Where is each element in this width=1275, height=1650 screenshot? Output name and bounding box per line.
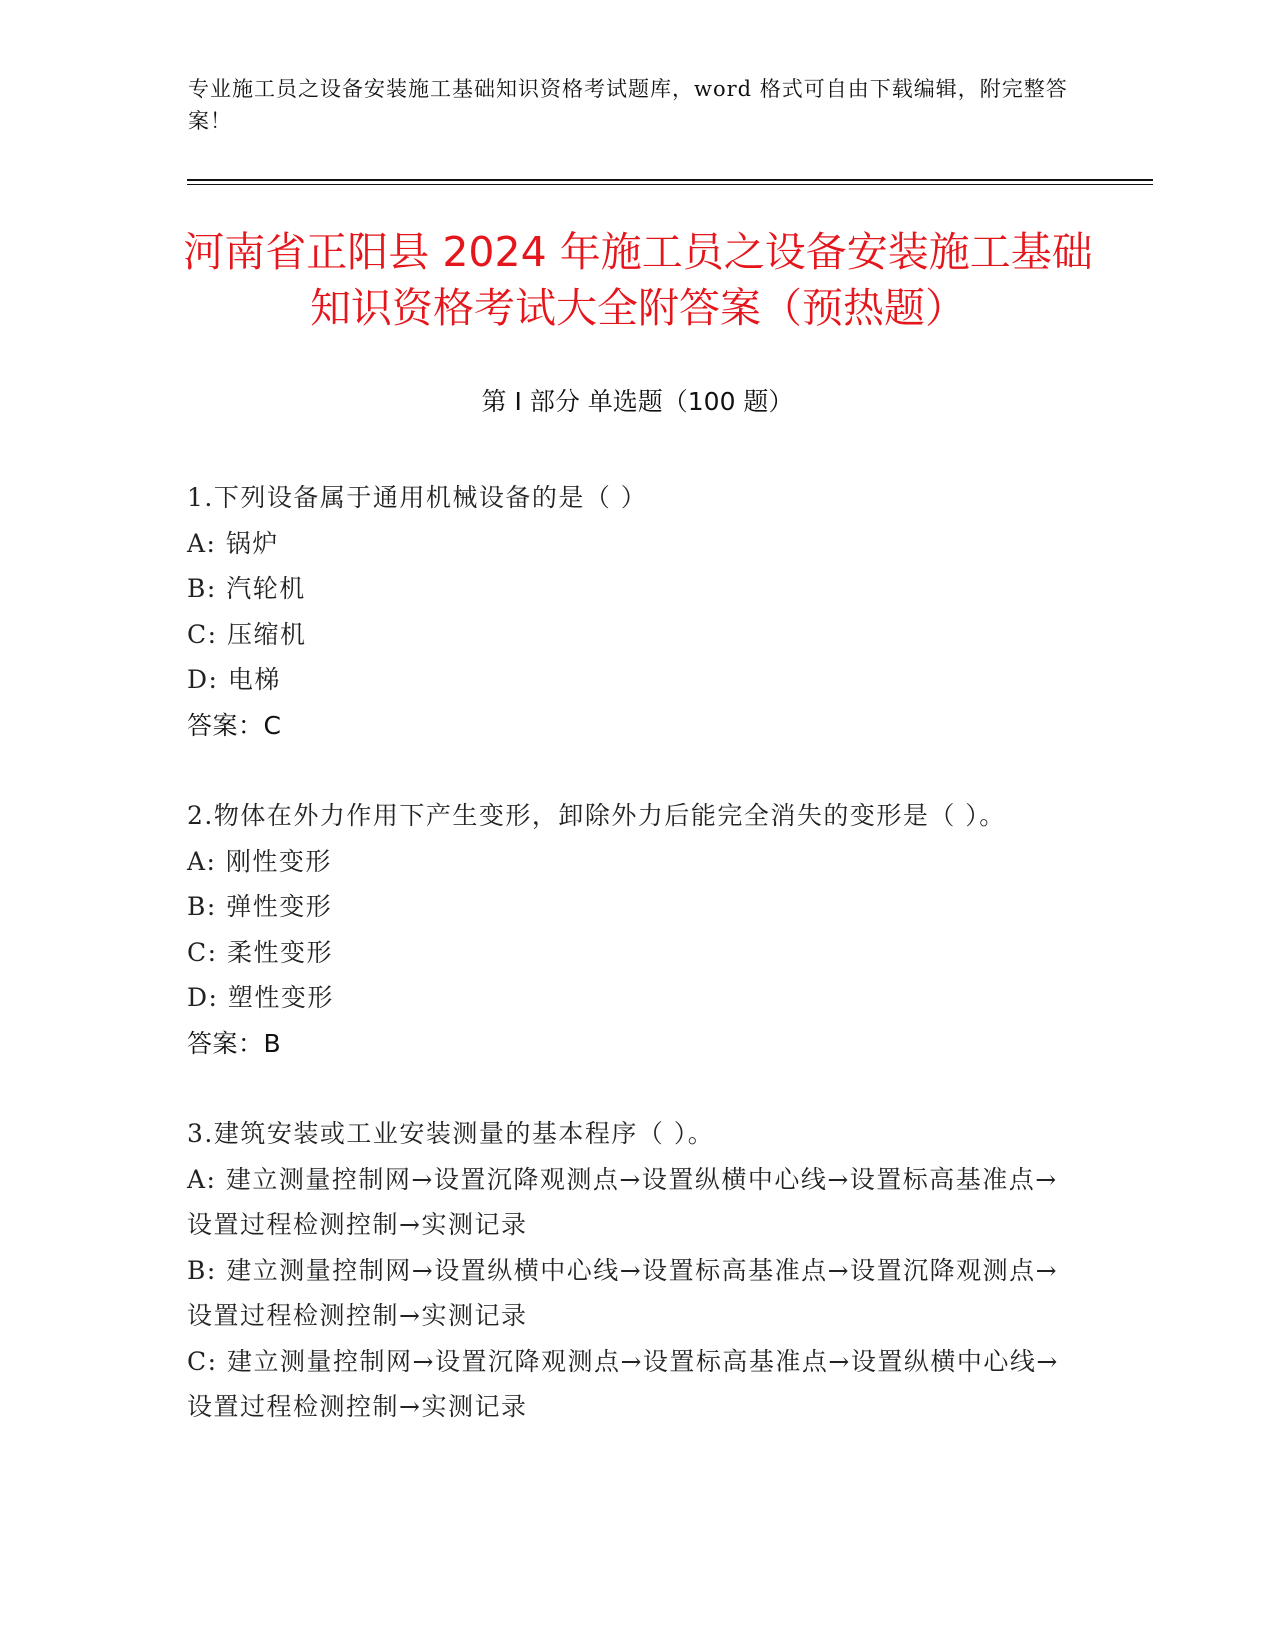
option-c: C: 柔性变形 [187,937,333,967]
question-stem: 1.下列设备属于通用机械设备的是（ ） [187,483,648,512]
option-d: D: 塑性变形 [187,983,334,1012]
question-1 [187,475,1067,748]
option-a: A: 建立测量控制网→设置沉降观测点→设置纵横中心线→设置标高基准点→设置过程检测控制→实测记录 [187,1164,1058,1239]
answer: 答案：B [187,1028,282,1058]
option-b: B: 建立测量控制网→设置纵横中心线→设置标高基准点→设置沉降观测点→设置过程检测控制→实测记录 [187,1255,1059,1330]
section-title: 第 I 部分 单选题（100 题） [481,387,794,416]
option-b: B: 汽轮机 [187,574,306,603]
header-rule-thick [187,179,1153,181]
question-3 [187,1111,1067,1430]
question-2 [187,793,1067,1066]
option-b: B: 弹性变形 [187,892,333,921]
option-c: C: 建立测量控制网→设置沉降观测点→设置标高基准点→设置纵横中心线→设置过程检测控制→实测记录 [187,1346,1059,1421]
header-rule-thin [187,184,1153,185]
answer: 答案：C [187,710,282,740]
option-c: C: 压缩机 [187,619,307,649]
option-a: A: 锅炉 [187,528,279,558]
header-note: 专业施工员之设备安装施工基础知识资格考试题库，word 格式可自由下载编辑，附完整答案！ [188,77,1068,133]
question-stem: 3.建筑安装或工业安装测量的基本程序（ ）。 [187,1119,715,1148]
option-d: D: 电梯 [187,665,281,694]
document-title: 河南省正阳县 2024 年施工员之设备安装施工基础知识资格考试大全附答案（预热题） [183,228,1093,332]
question-stem: 2.物体在外力作用下产生变形，卸除外力后能完全消失的变形是（ ）。 [187,801,1006,830]
option-a: A: 刚性变形 [187,846,332,876]
question-list [187,475,1067,1475]
